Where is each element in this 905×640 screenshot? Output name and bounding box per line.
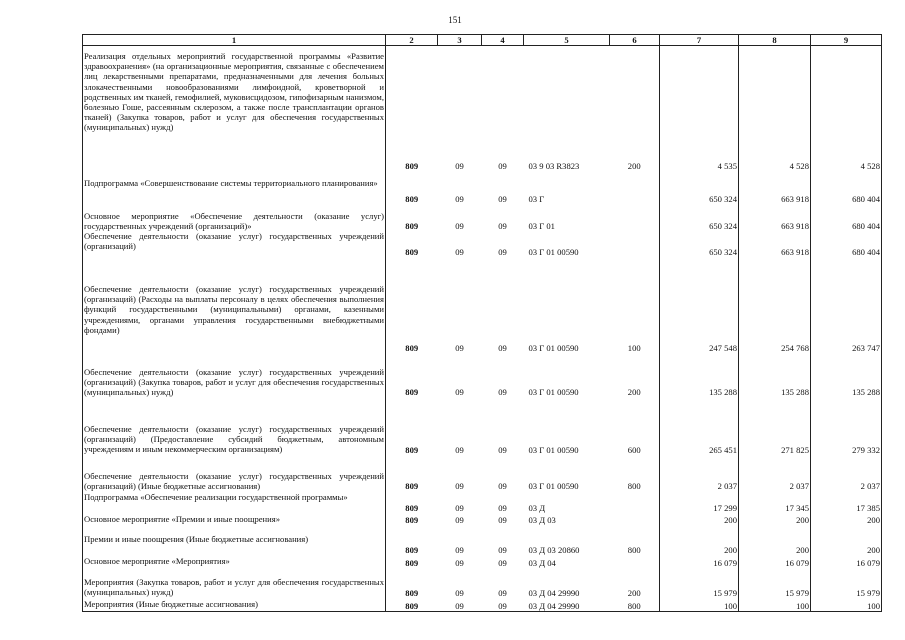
table-row [83,569,882,599]
row-amount-year2: 15 979 [739,569,811,599]
row-admin-code: 809 [386,205,438,231]
table-row [83,514,882,526]
row-admin-code: 809 [386,172,438,205]
row-target-article: 03 Г 01 00590 [528,445,579,456]
row-description: Обеспечение деятельности (оказание услуг) государственных учреждений (организаций) (Иные бюджетные ассигнования) [83,456,386,492]
row-description: Основное мероприятие «Мероприятия» [83,556,386,569]
row-subsection: 09 [498,387,507,398]
row-amount-year3: 680 404 [811,205,882,231]
row-target-article: 03 Д 03 20860 [528,545,580,556]
row-amount-year1: 4 535 [660,46,739,172]
page-number: 151 [448,15,462,25]
row-amount-year3: 17 385 [811,492,882,514]
row-section: 09 [455,194,464,205]
row-amount-year2: 663 918 [739,205,811,231]
row-expense-type [610,205,660,231]
row-target-article: 03 Г 01 00590 [528,481,579,492]
row-section: 09 [455,503,464,514]
row-admin-code: 809 [386,492,438,514]
row-amount-year2: 17 345 [739,492,811,514]
row-amount-year3: 680 404 [811,231,882,257]
row-section: 09 [455,545,464,556]
row-subsection: 09 [498,588,507,599]
row-amount-year3: 200 [811,526,882,556]
row-amount-year3: 15 979 [811,569,882,599]
row-description: Обеспечение деятельности (оказание услуг) государственных учреждений (организаций) (Расходы на выплаты персоналу в целях обеспечения выполнения функций государственными (муниципальными) органами, казенными учреждениями, органами управления государственными внебюджетными фондами) [83,257,386,353]
row-expense-type [610,556,660,569]
row-amount-year3: 279 332 [811,398,882,456]
row-description: Обеспечение деятельности (оказание услуг) государственных учреждений (организаций) (Закупка товаров, работ и услуг для обеспечения государственных (муниципальных) нужд) [83,353,386,398]
row-target-article: 03 9 03 R3823 [528,161,580,172]
row-subsection: 09 [498,220,507,231]
row-amount-year3: 200 [811,514,882,526]
row-subsection: 09 [498,481,507,492]
row-admin-code: 809 [386,46,438,172]
row-amount-year2: 200 [739,514,811,526]
row-amount-year1: 16 079 [660,556,739,569]
row-amount-year3: 135 288 [811,353,882,398]
row-description: Реализация отдельных мероприятий государственной программы «Развитие здравоохранения» (на организационные мероприятия, связанные с обеспечением лиц лекарственными препаратами, предназначенными для лечения больных злокачественными новообразованиями лимфоидной, кроветворной и родственных им тканей, гемофилией, муковисцидозом, гипофизарным нанизмом, болезнью Гоше, рассеянным склерозом, а также после трансплантации органов тканей) (Закупка товаров, работ и услуг для обеспечения государственных (муниципальных) нужд) [83,46,386,172]
row-expense-type: 200 [610,353,660,398]
header-cell: 9 [811,35,882,46]
row-admin-code: 809 [386,514,438,526]
row-description: Основное мероприятие «Премии и иные поощрения» [83,514,386,526]
header-cell: 1 [83,35,386,46]
row-subsection: 09 [498,161,507,172]
row-description: Мероприятия (Закупка товаров, работ и услуг для обеспечения государственных (муниципальных) нужд) [83,569,386,599]
row-amount-year2: 100 [739,599,811,612]
row-admin-code: 809 [386,569,438,599]
row-amount-year1: 650 324 [660,205,739,231]
row-subsection: 09 [498,342,507,353]
row-amount-year1: 650 324 [660,231,739,257]
row-amount-year1: 200 [660,526,739,556]
row-admin-code: 809 [386,231,438,257]
row-subsection: 09 [498,445,507,456]
header-cell: 3 [438,35,482,46]
row-section: 09 [455,588,464,599]
row-description: Основное мероприятие «Обеспечение деятельности (оказание услуг) государственных учреждений (организаций)» [83,205,386,231]
row-admin-code: 809 [386,556,438,569]
row-target-article: 03 Д [528,503,546,514]
row-amount-year1: 247 548 [660,257,739,353]
row-description: Премии и иные поощрения (Иные бюджетные ассигнования) [83,526,386,556]
row-admin-code: 809 [386,257,438,353]
header-cell: 8 [739,35,811,46]
row-target-article: 03 Г 01 [528,220,555,231]
row-section: 09 [455,220,464,231]
row-amount-year2: 135 288 [739,353,811,398]
row-section: 09 [455,246,464,257]
header-cell: 6 [610,35,660,46]
row-target-article: 03 Д 04 29990 [528,588,580,599]
table-row [83,599,882,612]
row-expense-type [610,492,660,514]
row-admin-code: 809 [386,353,438,398]
row-subsection: 09 [498,194,507,205]
row-amount-year2: 200 [739,526,811,556]
row-section: 09 [455,387,464,398]
row-amount-year1: 2 037 [660,456,739,492]
table-row [83,205,882,231]
row-section: 09 [455,445,464,456]
row-section: 09 [455,161,464,172]
row-admin-code: 809 [386,599,438,612]
row-amount-year1: 200 [660,514,739,526]
row-amount-year1: 265 451 [660,398,739,456]
table-row [83,398,882,456]
row-amount-year3: 4 528 [811,46,882,172]
row-target-article: 03 Г 01 00590 [528,342,579,353]
table-row [83,46,882,172]
table-row [83,556,882,569]
row-amount-year3: 680 404 [811,172,882,205]
row-target-article: 03 Г 01 00590 [528,246,579,257]
row-subsection: 09 [498,558,507,569]
row-amount-year3: 16 079 [811,556,882,569]
row-amount-year2: 16 079 [739,556,811,569]
table-row [83,257,882,353]
row-expense-type: 800 [610,599,660,612]
row-admin-code: 809 [386,456,438,492]
row-amount-year2: 663 918 [739,172,811,205]
row-amount-year1: 15 979 [660,569,739,599]
row-expense-type: 800 [610,526,660,556]
row-expense-type [610,231,660,257]
row-subsection: 09 [498,246,507,257]
row-subsection: 09 [498,515,507,526]
header-cell: 4 [482,35,524,46]
row-amount-year1: 17 299 [660,492,739,514]
table-header-row [83,35,882,46]
row-description: Обеспечение деятельности (оказание услуг) государственных учреждений (организаций) (Предоставление субсидий бюджетным, автономным учреждениям и иным некоммерческим организациям) [83,398,386,456]
row-target-article: 03 Г 01 00590 [528,387,579,398]
row-expense-type [610,514,660,526]
row-admin-code: 809 [386,398,438,456]
table-row [83,353,882,398]
row-subsection: 09 [482,599,524,612]
row-amount-year3: 2 037 [811,456,882,492]
row-amount-year2: 4 528 [739,46,811,172]
budget-table [82,34,882,612]
row-subsection: 09 [498,503,507,514]
row-section: 09 [455,558,464,569]
row-target-article: 03 Д 04 [528,558,556,569]
table-row [83,492,882,514]
row-amount-year3: 100 [811,599,882,612]
row-amount-year3: 263 747 [811,257,882,353]
row-description: Подпрограмма «Обеспечение реализации государственной программы» [83,492,386,514]
row-section: 09 [455,481,464,492]
row-section: 09 [455,342,464,353]
header-cell: 5 [524,35,610,46]
row-subsection: 09 [498,545,507,556]
row-expense-type: 600 [610,398,660,456]
table-row [83,231,882,257]
table-row [83,172,882,205]
row-admin-code: 809 [386,526,438,556]
row-expense-type [610,172,660,205]
table-row [83,526,882,556]
table-row [83,456,882,492]
row-amount-year2: 663 918 [739,231,811,257]
row-amount-year1: 135 288 [660,353,739,398]
row-amount-year2: 254 768 [739,257,811,353]
row-description: Мероприятия (Иные бюджетные ассигнования) [83,599,386,612]
row-expense-type: 100 [610,257,660,353]
row-expense-type: 200 [610,569,660,599]
header-cell: 2 [386,35,438,46]
header-cell: 7 [660,35,739,46]
row-target-article: 03 Д 04 29990 [524,599,610,612]
row-amount-year2: 271 825 [739,398,811,456]
row-expense-type: 800 [610,456,660,492]
row-target-article: 03 Д 03 [528,515,556,526]
row-amount-year2: 2 037 [739,456,811,492]
row-amount-year1: 650 324 [660,172,739,205]
row-description: Обеспечение деятельности (оказание услуг) государственных учреждений (организаций) [83,231,386,257]
row-amount-year1: 100 [660,599,739,612]
row-target-article: 03 Г [528,194,545,205]
row-section: 09 [455,515,464,526]
row-section: 09 [438,599,482,612]
row-expense-type: 200 [610,46,660,172]
row-description: Подпрограмма «Совершенствование системы территориального планирования» [83,172,386,205]
